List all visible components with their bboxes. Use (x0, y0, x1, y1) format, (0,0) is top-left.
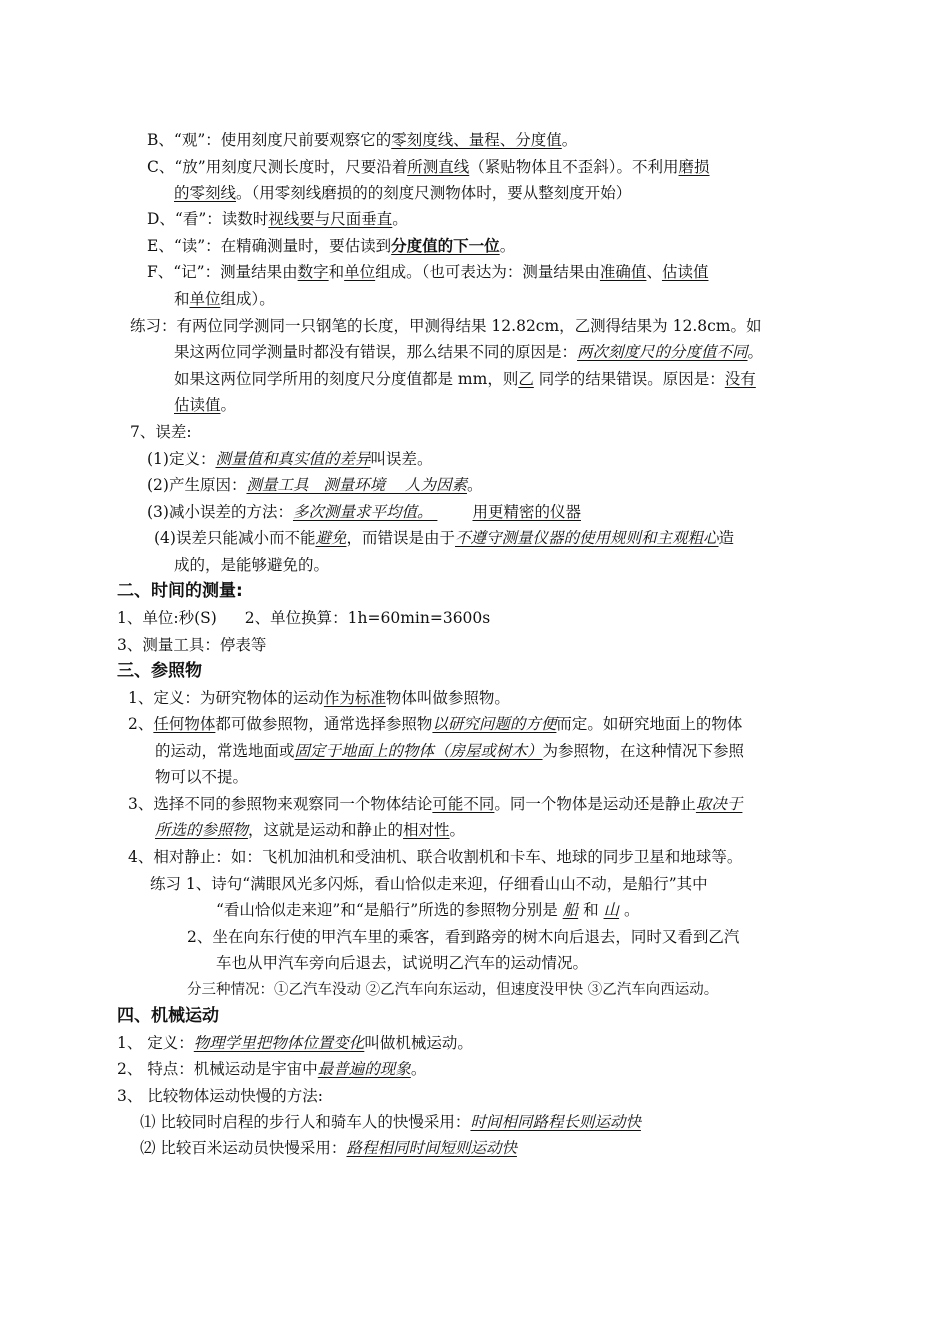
text: (2)产生原因： (147, 476, 247, 494)
error-title: 7、误差: (130, 423, 192, 441)
section-time-title: 二、时间的测量: (117, 581, 243, 601)
underlined-answer: 测量值和真实值的差异 (215, 450, 371, 468)
text: 。 (747, 343, 764, 361)
underlined-answer: 不遵守测量仪器的使用规则和主观粗心 (455, 529, 719, 547)
underlined-answer: 零刻度线、量程、分度值 (391, 131, 562, 149)
underlined-answer: 分度值的下一位 (391, 236, 500, 255)
underline-gap (432, 502, 472, 522)
text: F、“记”：测量结果由 (147, 263, 298, 281)
compare-speed-title: 3、 比较物体运动快慢的方法: (117, 1087, 324, 1105)
text: 叫误差。 (370, 450, 433, 468)
text: 1、单位:秒(S) (117, 609, 217, 627)
underlined-answer: 时间相同路程长则运动快 (470, 1113, 641, 1131)
error-note-line-2: 成的，是能够避免的。 (174, 556, 330, 574)
text: 物体叫做参照物。 (385, 689, 510, 707)
text: (1)定义： (147, 450, 216, 468)
text: 和 (174, 290, 190, 308)
reference-relative-line-2 (155, 820, 465, 840)
practice-2-line-1: 2、坐在向东行使的甲汽车里的乘客，看到路旁的树木向后退去，同时又看到乙汽 (187, 928, 740, 946)
place-line-2 (174, 183, 631, 203)
text: ，这就是运动和静止的 (248, 821, 404, 839)
text: ⑴ 比较同时启程的步行人和骑车人的快慢采用： (140, 1113, 471, 1131)
text: 、 (646, 263, 662, 281)
mechanical-definition (117, 1033, 473, 1053)
text: 。 (499, 237, 516, 255)
underlined-answer: 船 (562, 901, 579, 919)
underlined-answer: 作为标准 (323, 689, 386, 707)
underlined-answer: 单位 (189, 290, 221, 308)
look-line (147, 209, 408, 229)
underlined-answer: 山 (603, 901, 620, 919)
reference-any-line-2 (155, 741, 744, 761)
compare-speed-1 (140, 1112, 641, 1132)
exercise-line-3 (174, 369, 756, 389)
underlined-answer: 任何物体 (153, 715, 216, 733)
underlined-answer: 相对性 (403, 821, 450, 839)
time-unit-line (117, 608, 490, 628)
relative-rest-line: 4、相对静止：如：飞机加油机和受油机、联合收割机和卡车、地球的同步卫星和地球等。 (128, 848, 743, 866)
underlined-answer: 两次刻度尺的分度值不同 (577, 343, 748, 361)
practice-2-answer: 分三种情况：①乙汽车没动 ②乙汽车向东运动，但速度没甲快 ③乙汽车向西运动。 (187, 982, 719, 998)
text: 。 (449, 821, 466, 839)
text: 。 (392, 210, 408, 228)
text: C、“放”用刻度尺测长度时，尺要沿着 (147, 158, 408, 176)
time-tool-line: 3、测量工具：停表等 (117, 636, 267, 654)
text: (3)减小误差的方法： (147, 503, 293, 521)
underlined-answer: 固定于地面上的物体（房屋或树木） (294, 742, 543, 760)
text: 1、定义：为研究物体的运动 (128, 689, 324, 707)
place-line-1 (147, 157, 710, 177)
text: 1、 定义： (117, 1034, 194, 1052)
text: 和 (328, 263, 345, 281)
practice-1-line-2 (216, 900, 640, 920)
text: 而定。如研究地面上的物体 (556, 715, 743, 733)
practice-2-line-2: 车也从甲汽车旁向后退去，试说明乙汽车的运动情况。 (216, 954, 589, 972)
underlined-answer: 所选的参照物 (155, 821, 249, 839)
underlined-answer: 估读值 (661, 263, 709, 281)
error-cause (147, 475, 482, 495)
text: 2、 (128, 715, 154, 733)
text: 叫做机械运动。 (364, 1034, 473, 1052)
underlined-answer: 乙 (518, 370, 534, 388)
compare-speed-2 (140, 1138, 517, 1158)
text: 2、 特点：机械运动是宇宙中 (117, 1060, 318, 1078)
record-line-1 (147, 262, 708, 282)
text: 。（用零刻线磨损的的刻度尺测物体时，要从整刻度开始） (236, 184, 632, 202)
underlined-answer: 取决于 (695, 795, 743, 813)
underlined-answer: 用更精密的仪器 (472, 503, 581, 521)
text: D、“看”：读数时 (147, 210, 269, 228)
text: ，而错误是由于 (346, 529, 455, 547)
reference-any-line-3: 物可以不提。 (155, 768, 249, 786)
text: 组成）。 (220, 290, 275, 308)
reference-relative-line-1 (128, 794, 742, 814)
error-reduce (147, 502, 581, 522)
underlined-answer: 数字 (297, 263, 329, 281)
text: 造 (718, 529, 735, 547)
text: 的运动，常选地面或 (155, 742, 295, 760)
text: B、“观”：使用刻度尺前要观察它的 (147, 131, 392, 149)
underlined-answer: 磨损 (678, 158, 710, 176)
exercise-line-4 (174, 395, 236, 415)
text: 。 (561, 131, 578, 149)
underlined-answer: 所测直线 (407, 158, 470, 176)
reference-any-line-1 (128, 714, 742, 734)
text: 组成。（也可表达为：测量结果由 (375, 263, 600, 281)
reference-definition (128, 688, 510, 708)
text: 都可做参照物，通常选择参照物 (215, 715, 433, 733)
text: 2、单位换算：1h=60min=3600s (244, 609, 491, 627)
underlined-answer: 可能不同 (432, 795, 495, 813)
observe-line (147, 130, 577, 150)
underlined-answer: 路程相同时间短则运动快 (346, 1139, 517, 1157)
text: 。 (466, 476, 483, 494)
underlined-answer: 准确值 (599, 263, 647, 281)
error-definition (147, 449, 433, 469)
text: “看山恰似走来迎”和“是船行”所选的参照物分别是 (216, 901, 558, 919)
underlined-answer: 物理学里把物体位置变化 (193, 1034, 365, 1052)
record-line-2 (174, 289, 275, 309)
practice-1-line-1: 练习 1、诗句“满眼风光多闪烁，看山恰似走来迎，仔细看山山不动，是船行”其中 (150, 875, 708, 893)
underlined-answer: 单位 (344, 263, 376, 281)
section-mechanical-title: 四、机械运动 (117, 1006, 219, 1026)
text: E、“读”：在精确测量时，要估读到 (147, 237, 392, 255)
text: 3、选择不同的参照物来观察同一个物体结论 (128, 795, 433, 813)
text: （紧贴物体且不歪斜）。不利用 (469, 158, 679, 176)
text: 。 (624, 901, 640, 919)
text: 果这两位同学测量时都没有错误，那么结果不同的原因是： (174, 343, 578, 361)
text: 为参照物，在这种情况下参照 (542, 742, 745, 760)
text: 和 (583, 901, 599, 919)
text: ⑵ 比较百米运动员快慢采用： (140, 1139, 347, 1157)
text: 同学的结果错误。原因是： (538, 370, 725, 388)
text: 如果这两位同学所用的刻度尺分度值都是 mm，则 (174, 370, 519, 388)
read-line (147, 236, 515, 256)
error-note-line-1 (154, 528, 734, 548)
underlined-answer: 视线要与尺面垂直 (268, 210, 393, 228)
exercise-line-2 (174, 342, 763, 362)
text: 。 (220, 396, 237, 414)
underlined-answer: 最普遍的现象 (317, 1060, 411, 1078)
section-reference-title: 三、参照物 (117, 661, 202, 681)
text: (4)误差只能减小而不能 (154, 529, 316, 547)
underlined-answer: 避免 (315, 529, 347, 547)
exercise-line-1: 练习：有两位同学测同一只钢笔的长度，甲测得结果 12.82cm，乙测得结果为 12.8cm。如 (130, 317, 762, 335)
text: 。同一个物体是运动还是静止 (494, 795, 696, 813)
mechanical-feature (117, 1059, 426, 1079)
underlined-answer: 的零刻线 (174, 184, 237, 202)
underlined-answer: 没有 (724, 370, 756, 388)
underlined-answer: 估读值 (174, 396, 221, 414)
text: 。 (410, 1060, 427, 1078)
underlined-answer: 多次测量求平均值。 (292, 503, 433, 521)
underlined-answer: 以研究问题的方便 (432, 715, 557, 733)
underlined-answer: 测量工具 测量环境 人为因素 (246, 476, 467, 494)
